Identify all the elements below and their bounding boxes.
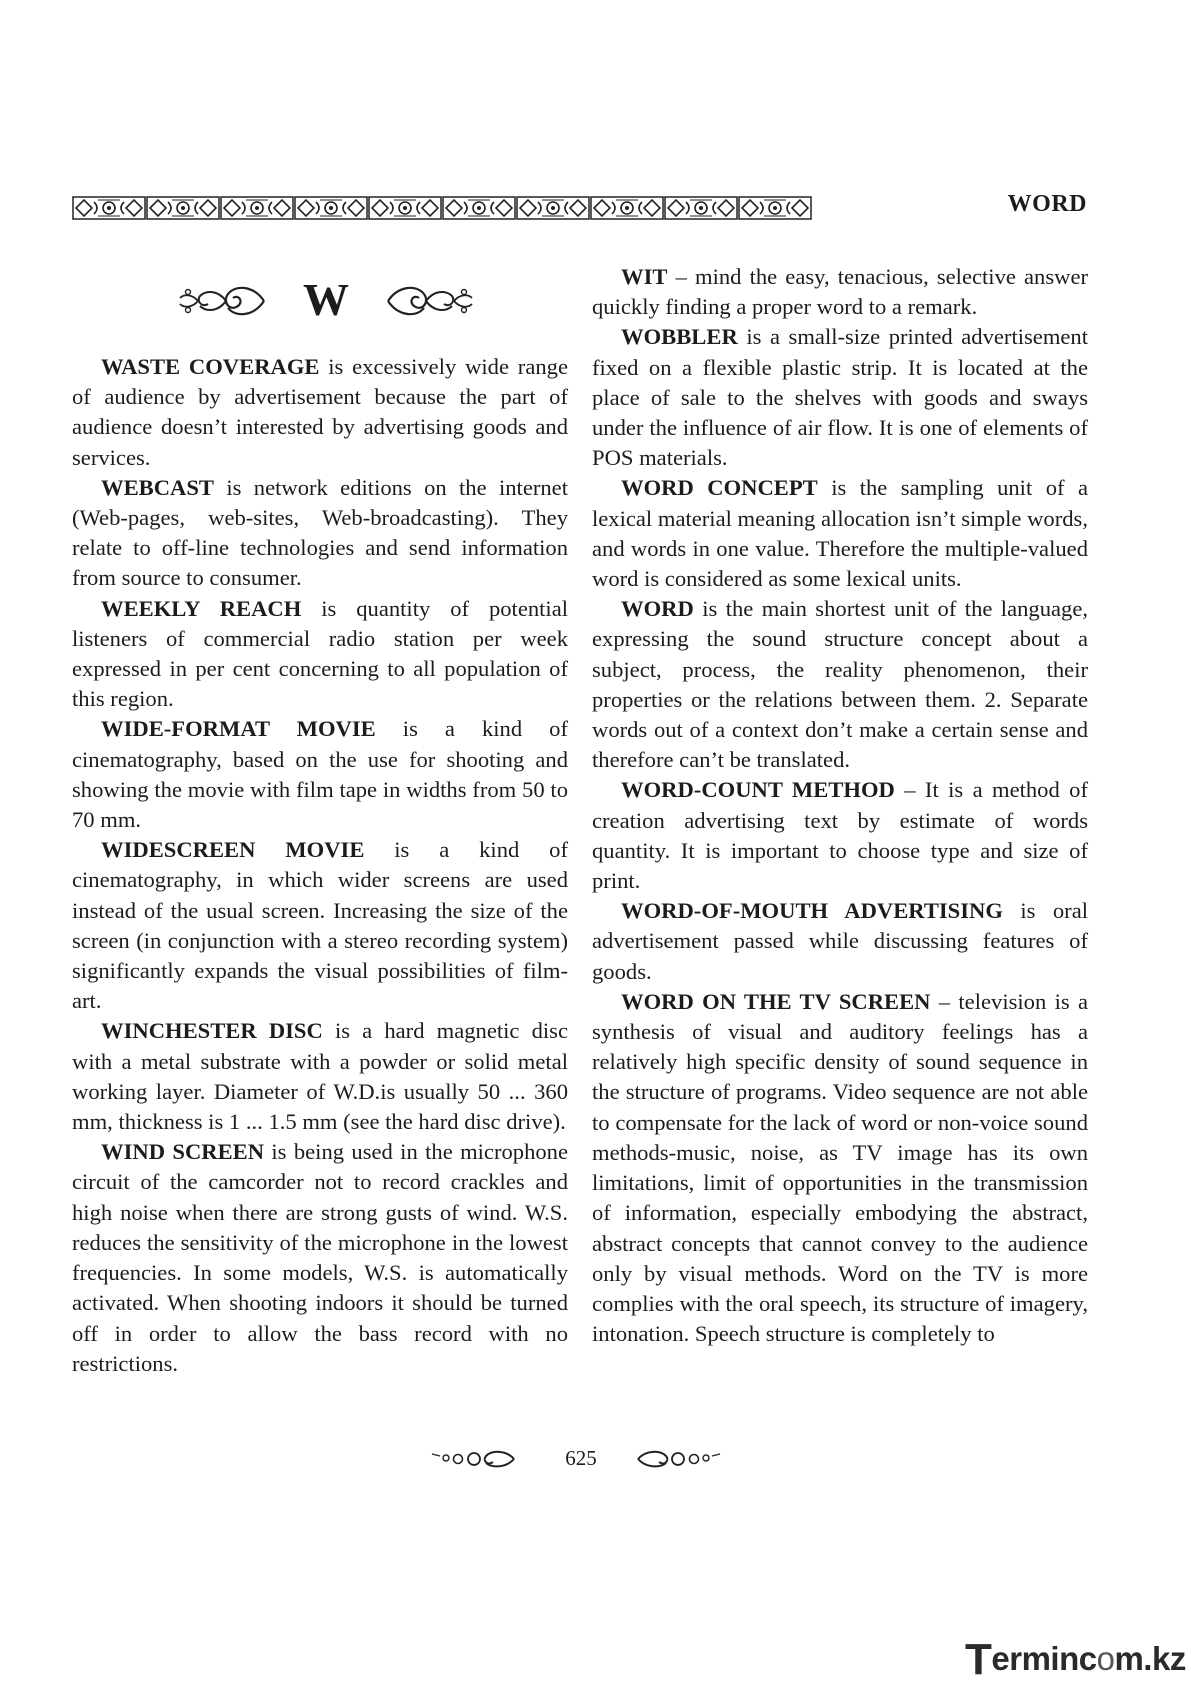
left-column [72,352,568,1379]
header-ornament-band [72,194,812,222]
page-number: 625 [565,1446,597,1470]
watermark-letter-t: T [965,1635,992,1684]
entry-term: WORD-OF-MOUTH ADVERTISING [621,898,1003,924]
entry-term: WOBBLER [621,324,738,350]
dictionary-entry [592,322,1088,473]
entry-definition: is a hard magnetic disc with a metal substrate with a powder or solid metal working layer. Diameter of W.D.is usually 50 ... 360 mm, thickness is 1 ... 1.5 mm (see the hard disc drive). [72,1018,568,1135]
entry-term: WIDESCREEN MOVIE [101,837,365,863]
entry-definition: is network editions on the internet (Web-pages, web-sites, Web-broadcasting). They relate to off-line technologies and send information from source to consumer. [72,474,568,591]
dictionary-entry [72,473,568,594]
watermark-letter-o: o [1096,1640,1115,1677]
dictionary-entry [592,594,1088,775]
entry-term: WIDE-FORMAT MOVIE [101,716,376,742]
entry-term: WINCHESTER DISC [101,1018,323,1044]
entry-term: WASTE COVERAGE [101,354,320,379]
entry-definition: is the main shortest unit of the language, expressing the sound structure concept about a subject, process, the reality phenomenon, their properties or the relations between them. 2. Separate words out of a context don’t make a certain sense and therefore can’t be translated. [592,596,1088,773]
entry-definition: is excessively wide range of audience by advertisement because the part of audience doesn’t interested by advertising goods and services. [72,354,568,470]
dictionary-entry [592,775,1088,896]
entry-definition: is a kind of cinematography, in which wider screens are used instead of the usual screen. Increasing the size of the screen (in conjunction with a stereo recording system) significantly expands the visual possibilities of film-art. [72,837,568,1014]
entry-definition: – mind the easy, tenacious, selective answer quickly finding a proper word to a remark. [592,264,1088,320]
entry-term: WORD [621,596,694,622]
entry-definition: is the sampling unit of a lexical material meaning allocation isn’t simple words, and words in one value. Therefore the multiple-valued word is considered as some lexical units. [592,475,1088,592]
dictionary-entry [592,262,1088,322]
dictionary-entry [72,594,568,715]
dictionary-entry [72,352,568,473]
scroll-ornament-right-icon [386,278,476,324]
entry-term: WORD CONCEPT [621,475,818,501]
entry-term: WORD ON THE TV SCREEN [621,988,931,1014]
dictionary-entry [72,835,568,1016]
dictionary-entry [592,987,1088,1349]
right-column [592,262,1088,1349]
dictionary-entry [592,896,1088,987]
entry-definition: is a small-size printed advertisement fixed on a flexible plastic strip. It is located at the place of sale to the shelves with goods and sways under the influence of air flow. It is one of elements of POS materials. [592,324,1088,471]
entry-term: WORD-COUNT METHOD [621,777,895,803]
dictionary-entry [72,1016,568,1137]
dictionary-entry [592,473,1088,594]
entry-definition: – television is a synthesis of visual and auditory feelings has a relatively high specific density of sound sequence in the structure of programs. Video sequence are not able to compensate for the lack of word or non-voice sound methods-music, noise, as TV image has its own limitations, limit of opportunities in the transmission of information, especially embodying the abstract, abstract concepts that cannot convey to the audience only by visual methods. Word on the TV is more complies with the oral speech, its structure of imagery, intonation. Speech structure is completely to [592,988,1088,1347]
watermark-text-part1: erminc [991,1640,1097,1677]
entry-term: WEEKLY REACH [101,595,302,621]
entry-definition: is a kind of cinematography, based on the use for shooting and showing the movie with film tape in widths from 50 to 70 mm. [72,716,569,833]
letter-heading [176,270,476,334]
dictionary-entry [72,1137,568,1379]
entry-term: WIT [621,264,668,289]
entry-term: WEBCAST [101,474,215,500]
entry-definition: is being used in the microphone circuit of the camcorder not to record crackles and high noise when there are strong gusts of wind. W.S. reduces the sensitivity of the microphone in the lowest frequencies. In some models, W.S. is automatically activated. When shooting indoors it should be turned off in order to allow the bass record with no restrictions. [72,1139,568,1376]
entry-term: WIND SCREEN [101,1139,265,1165]
running-head: WORD [1007,191,1087,217]
entry-definition: is quantity of potential listeners of commercial radio station per week expressed in per cent concerning to all population of this region. [72,595,569,712]
dictionary-entry [72,714,568,835]
section-letter: W [303,274,349,325]
page-footer [0,1440,1191,1480]
watermark-text-part2: m.kz [1114,1640,1186,1677]
scroll-ornament-left-icon [176,278,266,324]
entry-definition: is oral advertisement passed while discussing features of goods. [592,898,1089,984]
site-watermark [965,1635,1186,1685]
entry-definition: – It is a method of creation advertising text by estimate of words quantity. It is important to choose type and size of print. [592,777,1088,894]
footer-ornament-left-icon [430,1446,516,1472]
footer-ornament-right-icon [636,1446,722,1472]
